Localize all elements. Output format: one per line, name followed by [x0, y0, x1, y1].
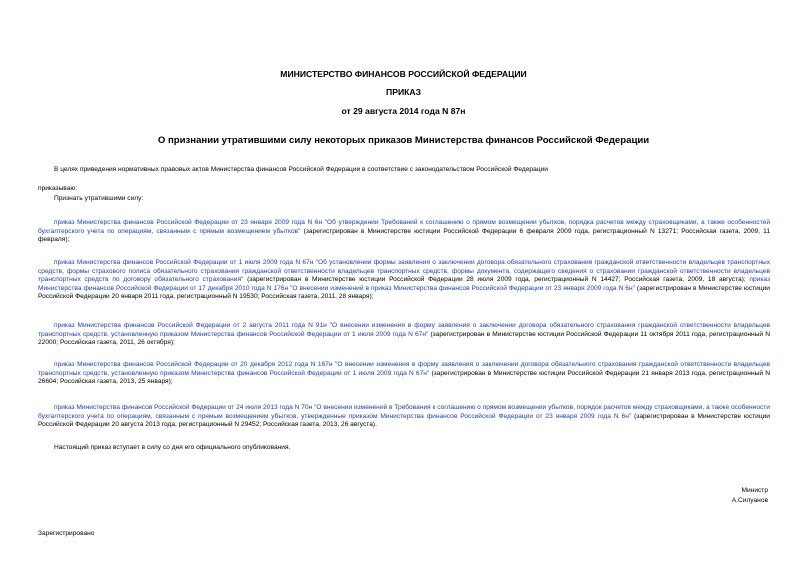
list-item	[38, 361, 770, 387]
list-item	[38, 322, 770, 348]
signature-name: А.Силуанов	[731, 497, 768, 504]
ministry-heading: МИНИСТЕРСТВО ФИНАНСОВ РОССИЙСКОЙ ФЕДЕРАЦИИ	[280, 69, 527, 79]
order-link[interactable]: приказ Министерства финансов Российской Федерации от 23 января 2009 года N 6н "Об утверждении Требований к соглашению о прямом возмещении убытков, порядка расчетов между страховщиками, а также особенностей бухгалтерского учета по операциям, связанным с прямым возмещением убытков"	[38, 219, 770, 235]
registered-label: Зарегистрировано	[38, 530, 95, 537]
effective-paragraph: Настоящий приказ вступает в силу со дня его официального опубликования.	[54, 444, 291, 451]
list-item	[38, 219, 770, 245]
item-text: (зарегистрирован в Министерстве юстиции Российской Федерации 21 января 2013 года, регистрационный N 26604; Российская газета, 2013, 25 января);	[38, 369, 770, 386]
order-link[interactable]: приказ Министерства финансов Российской Федерации от 2 августа 2011 года N 91н "О внесении изменения в форму заявления о заключении договора обязательного страхования гражданской ответственности владельцев транспортных средств, установленную приказом Министерства финансов Российской Федерации от 1 июля 2009 года N 67н"	[38, 322, 770, 338]
signature-position: Министр	[741, 487, 768, 494]
doc-date-number: от 29 августа 2014 года N 87н	[341, 106, 466, 116]
list-item	[38, 404, 770, 430]
item-text: (зарегистрирован в Министерстве юстиции Российской Федерации 11 октября 2011 года, регистрационный N 22000; Российская газета, 2011, 26 октября);	[38, 330, 770, 347]
doc-title: О признании утратившими силу некоторых приказов Министерства финансов Российской Федерации	[157, 135, 650, 146]
order-link[interactable]: приказ Министерства финансов Российской Федерации от 24 июля 2013 года N 70н "О внесении изменений в Требования к соглашению о прямом возмещении убытков, порядок расчетов между страховщиками, а также особенности бухгалтерского учета по операциям, связанным с прямым возмещением убытков, утвержденные приказом Министерства финансов Российской Федерации от 23 января 2009 года N 6н"	[38, 404, 770, 420]
order-word: приказываю:	[38, 185, 78, 192]
list-item	[38, 259, 770, 302]
order-link[interactable]: приказ Министерства финансов Российской Федерации от 17 декабря 2010 года N 176н "О внесении изменений в приказ Министерства финансов Российской Федерации от 23 января 2009 года N 6н"	[38, 276, 770, 292]
item-text: (зарегистрирован в Министерстве юстиции Российской Федерации 6 февраля 2009 года, регистрационный N 13271; Российская газета, 2009, 11 февраля);	[38, 227, 770, 244]
order-link[interactable]: приказ Министерства финансов Российской Федерации от 20 декабря 2012 года N 167н "О внесении изменения в форму заявления о заключении договора обязательного страхования гражданской ответственности владельцев транспортных средств, установленную приказом Министерства финансов Российской Федерации от 1 июля 2009 года N 67н"	[38, 361, 770, 377]
order-link[interactable]: приказ Министерства финансов Российской Федерации от 1 июля 2009 года N 67н "Об установлении формы заявления о заключении договора обязательного страхования гражданской ответственности владельцев транспортных средств, формы страхового полиса обязательного страхования гражданской ответственности владельцев транспортных средств, формы документа, содержащего сведения о страховании гражданской ответственности владельцев транспортных средств по договору обязательного страхования"	[38, 259, 770, 284]
doc-type-heading: ПРИКАЗ	[386, 87, 421, 97]
intro-paragraph: В целях приведения нормативных правовых актов Министерства финансов Российской Федерации в соответствие с законодательством Российской Федерации	[54, 166, 548, 173]
recognize-line: Признать утратившими силу:	[54, 195, 144, 202]
item-text: (зарегистрирован в Министерстве юстиции Российской Федерации 20 августа 2013 года, регистрационный N 29452; Российская газета, 2013, 26 августа).	[38, 412, 770, 429]
item-text: (зарегистрирован в Министерстве юстиции Российской Федерации 20 января 2011 года, регистрационный N 19530; Российская газета, 2011, 28 января);	[38, 284, 770, 301]
item-text: (зарегистрирован в Министерстве юстиции Российской Федерации 28 июля 2009 года, регистрационный N 14427; Российская газета, 2009, 18 августа);	[243, 276, 750, 284]
